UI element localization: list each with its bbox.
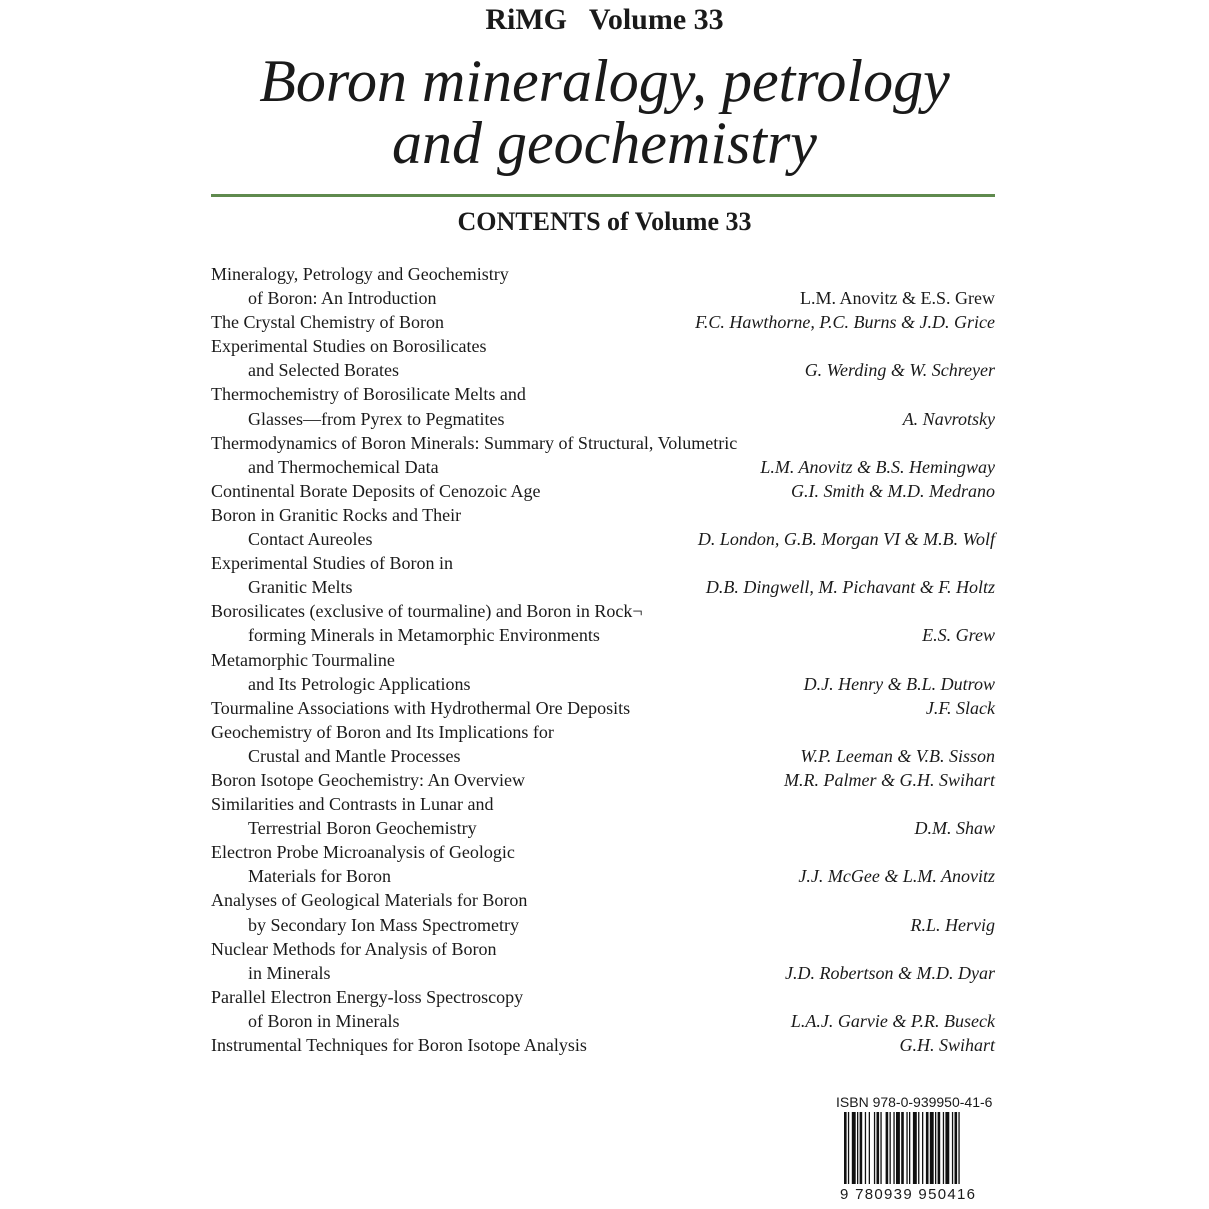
- barcode-bar: [958, 1112, 959, 1184]
- toc-title-line1: Similarities and Contrasts in Lunar and: [211, 794, 494, 815]
- isbn-label: ISBN 978-0-939950-41-6: [836, 1094, 993, 1110]
- toc-entry: [211, 1033, 995, 1057]
- toc-entry-title: [211, 648, 470, 696]
- barcode-bar: [935, 1112, 936, 1184]
- toc-entry-author: G.I. Smith & M.D. Medrano: [791, 480, 995, 501]
- book-title-line1: Boron mineralogy, petrology: [259, 48, 950, 114]
- barcode-bar: [918, 1112, 919, 1184]
- toc-entry: [211, 334, 995, 382]
- toc-entry: [211, 792, 995, 840]
- table-of-contents: [211, 262, 995, 1057]
- toc-title-line1: Mineralogy, Petrology and Geochemistry: [211, 264, 509, 284]
- barcode-bar: [922, 1112, 923, 1184]
- toc-entry-title: [211, 985, 523, 1033]
- toc-entry: [211, 888, 995, 936]
- barcode-bar: [938, 1112, 941, 1184]
- toc-title-line1: Instrumental Techniques for Boron Isotope Analysis: [211, 1035, 587, 1055]
- toc-entry-author: L.M. Anovitz & E.S. Grew: [800, 288, 995, 309]
- toc-entry-title: [211, 479, 540, 503]
- toc-entry-title: [211, 599, 643, 647]
- toc-entry-title: [211, 792, 493, 840]
- toc-entry: [211, 720, 995, 768]
- barcode-bar: [893, 1112, 894, 1184]
- toc-entry-author: E.S. Grew: [922, 625, 995, 646]
- barcode-bar: [880, 1112, 881, 1184]
- toc-entry-author: W.P. Leeman & V.B. Sisson: [800, 745, 995, 766]
- toc-title-line1: Parallel Electron Energy-loss Spectroscopy: [211, 986, 524, 1007]
- toc-title-line1: Metamorphic Tourmaline: [211, 649, 395, 670]
- toc-title-line1: Experimental Studies on Borosilicates: [211, 336, 487, 357]
- series-volume: RiMG Volume 33: [485, 3, 724, 36]
- toc-title-line1: Borosilicates (exclusive of tourmaline) and Boron in Rock¬: [211, 601, 643, 622]
- toc-entry-author: A. Navrotsky: [902, 408, 995, 429]
- barcode-bar: [901, 1112, 904, 1184]
- toc-entry: [211, 479, 995, 503]
- toc-title-line1: Nuclear Methods for Analysis of Boron: [211, 938, 497, 959]
- toc-entry: [211, 503, 995, 551]
- barcode-bar: [886, 1112, 889, 1184]
- toc-entry: [211, 768, 995, 792]
- toc-title-line2: of Boron in Minerals: [248, 1010, 400, 1031]
- barcode-bar: [860, 1112, 863, 1184]
- barcode-bar: [865, 1112, 866, 1184]
- barcode-bar: [844, 1112, 847, 1184]
- toc-entry-author: L.M. Anovitz & B.S. Hemingway: [760, 456, 995, 477]
- toc-entry-author: F.C. Hawthorne, P.C. Burns & J.D. Grice: [695, 312, 995, 333]
- barcode-bar: [930, 1112, 934, 1184]
- toc-entry-author: L.A.J. Garvie & P.R. Buseck: [790, 1010, 995, 1031]
- barcode-bar: [906, 1112, 907, 1184]
- toc-title-line2: Crustal and Mantle Processes: [248, 745, 461, 766]
- toc-entry: [211, 431, 995, 479]
- toc-title-line2: of Boron: An Introduction: [248, 288, 437, 309]
- toc-entry-title: [211, 1033, 587, 1057]
- toc-entry: [211, 310, 995, 334]
- divider-rule: [211, 194, 995, 197]
- toc-entry-author: J.F. Slack: [925, 697, 995, 718]
- toc-entry-title: [211, 768, 525, 792]
- toc-entry: [211, 599, 995, 647]
- toc-title-line1: The Crystal Chemistry of Boron: [211, 312, 444, 333]
- barcode-bars: [840, 1112, 1010, 1184]
- toc-title-line2: and Thermochemical Data: [248, 456, 439, 477]
- barcode-bar: [877, 1112, 880, 1184]
- toc-entry: [211, 262, 995, 310]
- barcode-bar: [890, 1112, 891, 1184]
- toc-title-line1: Boron in Granitic Rocks and Their: [211, 504, 462, 525]
- barcode-bar: [896, 1112, 900, 1184]
- barcode-bar: [955, 1112, 958, 1184]
- toc-title-line1: Thermodynamics of Boron Minerals: Summary of Structural, Volumetric: [211, 432, 738, 453]
- toc-title-line2: Granitic Melts: [248, 577, 353, 598]
- toc-entry: [211, 937, 995, 985]
- toc-entry-title: [211, 431, 737, 479]
- barcode-bar: [857, 1112, 858, 1184]
- barcode-bar: [952, 1112, 953, 1184]
- toc-title-line2: Glasses—from Pyrex to Pegmatites: [248, 408, 505, 429]
- toc-entry-author: D.J. Henry & B.L. Dutrow: [803, 673, 995, 694]
- contents-heading: CONTENTS of Volume 33: [457, 207, 752, 236]
- toc-title-line2: and Selected Borates: [248, 360, 399, 381]
- toc-entry: [211, 696, 995, 720]
- toc-entry-title: [211, 696, 630, 720]
- toc-entry-title: [211, 937, 496, 985]
- barcode-bar: [943, 1112, 944, 1184]
- toc-title-line2: by Secondary Ion Mass Spectrometry: [248, 914, 519, 935]
- toc-entry-title: [211, 382, 526, 430]
- barcode-bar: [869, 1112, 870, 1184]
- toc-entry-title: [211, 334, 486, 382]
- toc-entry-title: [211, 840, 515, 888]
- toc-title-line1: Tourmaline Associations with Hydrothermal Ore Deposits: [211, 697, 631, 718]
- book-title-line2: and geochemistry: [392, 110, 817, 176]
- toc-entry-author: J.J. McGee & L.M. Anovitz: [798, 866, 995, 887]
- toc-title-line1: Experimental Studies of Boron in: [211, 553, 453, 574]
- toc-title-line1: Geochemistry of Boron and Its Implications for: [211, 721, 554, 742]
- toc-entry-title: [211, 310, 444, 334]
- toc-title-line1: Thermochemistry of Borosilicate Melts and: [211, 384, 526, 405]
- barcode-bar: [913, 1112, 917, 1184]
- toc-entry-title: [211, 551, 453, 599]
- toc-title-line2: Terrestrial Boron Geochemistry: [248, 818, 477, 839]
- toc-entry-author: D.B. Dingwell, M. Pichavant & F. Holtz: [705, 577, 995, 598]
- toc-entry: [211, 840, 995, 888]
- toc-title-line1: Boron Isotope Geochemistry: An Overview: [211, 769, 525, 790]
- toc-entry-title: [211, 720, 554, 768]
- toc-entry-author: G.H. Swihart: [899, 1035, 995, 1055]
- barcode-bar: [848, 1112, 849, 1184]
- toc-entry-title: [211, 888, 527, 936]
- barcode-bar: [926, 1112, 929, 1184]
- toc-entry-author: D.M. Shaw: [914, 818, 995, 839]
- toc-title-line2: Contact Aureoles: [248, 529, 373, 550]
- barcode-digits: 9 780939 950416: [840, 1186, 977, 1203]
- toc-title-line2: in Minerals: [248, 962, 331, 983]
- barcode-bar: [852, 1112, 856, 1184]
- toc-entry-title: [211, 503, 461, 551]
- barcode-bar: [945, 1112, 949, 1184]
- toc-title-line1: Continental Borate Deposits of Cenozoic Age: [211, 480, 541, 501]
- toc-entry-author: J.D. Robertson & M.D. Dyar: [785, 962, 995, 983]
- toc-title-line1: Electron Probe Microanalysis of Geologic: [211, 842, 515, 863]
- toc-entry-author: G. Werding & W. Schreyer: [804, 360, 995, 381]
- barcode-bar: [874, 1112, 875, 1184]
- toc-entry-author: M.R. Palmer & G.H. Swihart: [784, 769, 995, 790]
- toc-entry: [211, 551, 995, 599]
- barcode-bar: [909, 1112, 910, 1184]
- toc-entry-author: D. London, G.B. Morgan VI & M.B. Wolf: [697, 529, 995, 550]
- toc-entry-author: R.L. Hervig: [910, 914, 995, 935]
- toc-entry: [211, 985, 995, 1033]
- toc-title-line2: and Its Petrologic Applications: [248, 673, 471, 694]
- book-title: [0, 50, 1209, 174]
- toc-title-line2: Materials for Boron: [248, 866, 391, 887]
- toc-title-line1: Analyses of Geological Materials for Boron: [211, 890, 528, 911]
- toc-entry: [211, 648, 995, 696]
- toc-entry-title: [211, 262, 509, 310]
- toc-title-line2: forming Minerals in Metamorphic Environments: [248, 625, 600, 646]
- toc-entry: [211, 382, 995, 430]
